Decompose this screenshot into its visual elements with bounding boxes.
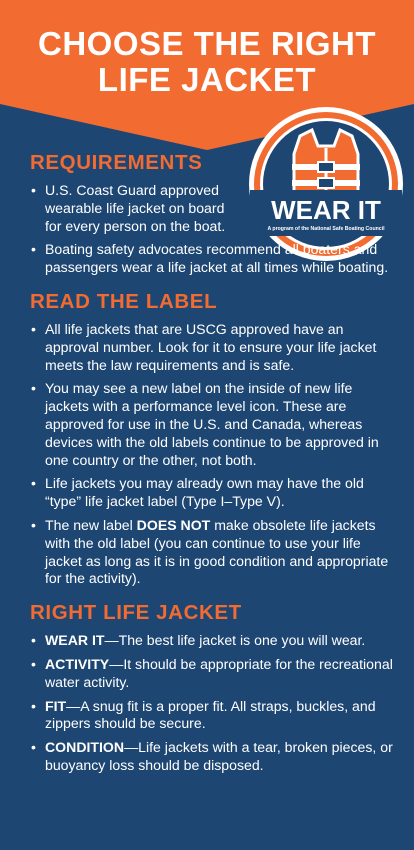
read-label-heading: READ THE LABEL (30, 289, 218, 313)
item-term: ACTIVITY (45, 655, 110, 672)
list-item: • U.S. Coast Guard approved wearable life jacket on board for every person on the boat. (30, 182, 400, 235)
list-item (30, 698, 400, 734)
list-item-text: The new label (45, 516, 137, 533)
item-term: WEAR IT (45, 632, 105, 649)
list-item: • All life jackets that are USCG approved have an approval number. Look for it to ensure your life jacket meets the law requirements and is safe. (30, 321, 400, 374)
right-jacket-heading: RIGHT LIFE JACKET (30, 601, 242, 625)
content (30, 150, 400, 775)
list-item: • Life jackets you may already own may have the old “type” life jacket label (Type I–Type V). (30, 475, 400, 511)
list-item-text: make obsolete life jackets with the old label (you can continue to use your life jacket as long as it is in good condition and appropriate for the activity). (45, 516, 389, 587)
list-item (30, 632, 400, 650)
list-item: • Boating safety advocates recommend all boaters and passengers wear a life jacket at all times while boating. (30, 241, 400, 277)
logo-text: WEAR IT (271, 195, 381, 225)
list-item (30, 656, 400, 692)
requirements-section (30, 150, 400, 277)
page-title (0, 26, 414, 98)
requirements-heading: REQUIREMENTS (30, 151, 203, 174)
list-item: • You may see a new label on the inside of new life jackets with a performance level icon. These are approved for use in the U.S. and Canada, whereas devices with the old labels continue to be approved in one country or the other, not both. (30, 380, 400, 469)
title-line-2: LIFE JACKET (97, 61, 317, 98)
item-term: CONDITION (45, 739, 125, 756)
right-jacket-section (30, 600, 400, 775)
logo-caption: A program of the National Safe Boating Council (267, 226, 385, 232)
title-line-1: CHOOSE THE RIGHT (37, 25, 377, 62)
right-jacket-list (30, 632, 400, 775)
item-text: —It should be appropriate for the recreational water activity. (45, 655, 393, 690)
read-label-section (30, 289, 400, 588)
item-text: —Life jackets with a tear, broken pieces, or buoyancy loss should be disposed. (45, 739, 393, 773)
read-label-list (30, 321, 400, 588)
list-item (30, 739, 400, 775)
item-text: —A snug fit is a proper fit. All straps, buckles, and zippers should be secure. (45, 697, 376, 732)
list-item (30, 517, 400, 588)
item-term: FIT (45, 697, 67, 714)
emphasis-text: DOES NOT (136, 516, 211, 533)
item-text: —The best life jacket is one you will wear. (104, 632, 366, 649)
requirements-list (30, 182, 400, 277)
